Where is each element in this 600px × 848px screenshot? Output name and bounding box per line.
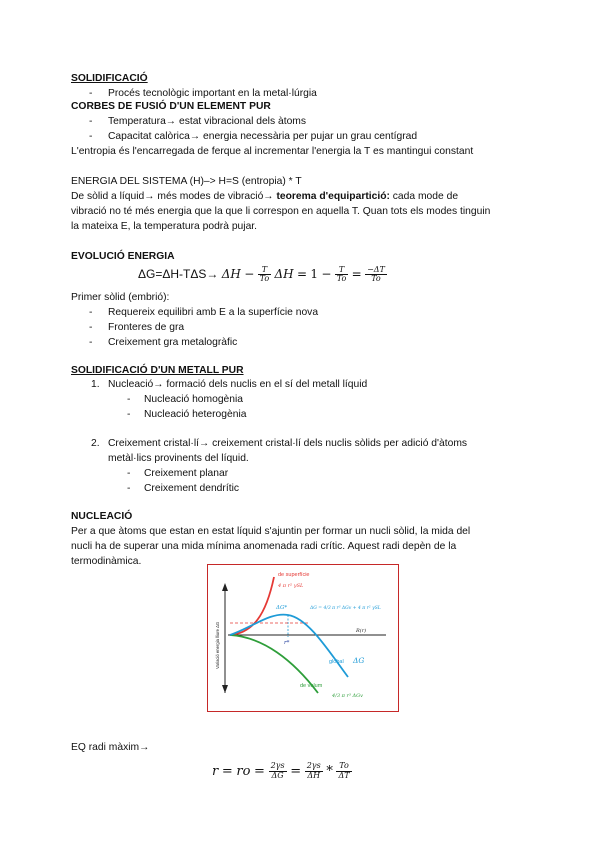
bullet-dash: - xyxy=(89,131,93,142)
bullet-dash: - xyxy=(127,468,131,479)
y-axis-arrow-up xyxy=(222,583,228,591)
energy-equation xyxy=(138,262,387,286)
eq-operator: − xyxy=(244,267,255,281)
section-title-evolucio: EVOLUCIÓ ENERGIA xyxy=(71,251,175,262)
eq-symbol: ΔH xyxy=(274,267,294,281)
sub-bullet-item: Creixement planar xyxy=(144,468,229,479)
paragraph-line: termodinàmica. xyxy=(71,556,142,567)
eq-operator: = xyxy=(296,267,308,281)
bullet-item: Fronteres de gra xyxy=(108,322,185,333)
bullet-dash: - xyxy=(89,322,93,333)
eq-operator: = xyxy=(290,764,302,779)
global-symbol: ΔG xyxy=(353,656,365,665)
bullet-dash: - xyxy=(127,394,131,405)
paragraph-line xyxy=(71,191,458,203)
sub-bullet-item: Nucleació homogènia xyxy=(144,394,244,405)
fraction-denominator: To xyxy=(259,274,270,284)
section-title-metall-pur: SOLIDIFICACIÓ D'UN METALL PUR xyxy=(71,365,244,376)
paragraph-line: vibració no té més energia que la que li correspon en aquella T. Quan tots els modes tinguin xyxy=(71,206,491,217)
numbered-item: Creixement cristal·lí→ creixement cristal·lí dels nuclis sòlids per adició d'àtoms xyxy=(108,438,468,449)
fraction-numerator: 2γs xyxy=(306,761,321,771)
fraction-numerator: 2γs xyxy=(270,761,285,771)
text-run: De sòlid a líquid→ més modes de vibració→ xyxy=(71,191,277,202)
bullet-dash: - xyxy=(89,307,93,318)
text-run-bold: teorema d'equipartició: xyxy=(276,191,390,202)
surface-energy-curve xyxy=(230,577,274,635)
fraction xyxy=(269,762,287,781)
bullet-item: Capacitat calòrica→ energia necessària per pujar un grau centígrad xyxy=(108,131,418,142)
critical-radius-equation xyxy=(212,756,352,787)
fraction-denominator: ΔT xyxy=(338,771,350,781)
section-title-solidificacio: SOLIDIFICACIÓ xyxy=(71,73,148,84)
bullet-dash: - xyxy=(89,88,93,99)
y-axis-label: Variació energia lliure ΔG xyxy=(215,621,220,669)
section-title-nucleacio: NUCLEACIÓ xyxy=(71,511,133,522)
energy-system-line: ENERGIA DEL SISTEMA (H)–> H=S (entropia) * T xyxy=(71,176,302,187)
fraction-denominator: To xyxy=(336,274,347,284)
fraction xyxy=(365,266,387,285)
volume-formula: 4/3 π r³ ΔGv xyxy=(332,693,363,699)
global-formula: ΔG = 4/3 π r³ ΔGv + 4 π r² γSL xyxy=(310,606,381,611)
nucleation-energy-figure xyxy=(207,564,399,712)
bullet-item: Procés tecnològic important en la metal·lúrgia xyxy=(108,88,317,99)
sub-bullet-item: Nucleació heterogènia xyxy=(144,409,247,420)
paragraph-line: Per a que àtoms que estan en estat líquid s'ajuntin per formar un nucli sòlid, la mida del xyxy=(71,526,471,537)
fraction xyxy=(305,762,323,781)
bullet-item: Creixement gra metalogràfic xyxy=(108,337,238,348)
eq-lead: ΔG=ΔH-TΔS→ xyxy=(138,267,219,281)
eq-symbol: ro xyxy=(236,764,251,779)
r-axis-label: R(r) xyxy=(356,628,367,634)
surface-label: de superfície xyxy=(278,572,310,578)
section-title-corbes: CORBES DE FUSIÓ D'UN ELEMENT PUR xyxy=(71,101,271,112)
volume-label: de volum xyxy=(300,683,323,689)
fraction-denominator: ΔH xyxy=(307,771,321,781)
paragraph-line: nucli ha de superar una mida mínima anomenada radi crític. Aquest radi depèn de la xyxy=(71,541,457,552)
fraction-denominator: ΔG xyxy=(271,771,284,781)
surface-formula: 4 π r² γSL xyxy=(278,583,304,589)
fraction-numerator: T xyxy=(335,266,349,276)
fraction xyxy=(258,266,272,285)
numbered-item-cont: metàl·lics provinents del líquid. xyxy=(108,453,249,464)
max-radius-label: EQ radi màxim→ xyxy=(71,742,150,753)
eq-operator: = xyxy=(254,764,265,779)
bullet-item: Requereix equilibri amb E a la superfície nova xyxy=(108,307,319,318)
eq-symbol: 1 xyxy=(310,267,319,281)
fraction xyxy=(336,762,351,781)
global-label: global xyxy=(329,659,344,665)
fraction-numerator: T xyxy=(258,266,272,276)
bullet-dash: - xyxy=(89,116,93,127)
embryo-intro: Primer sòlid (embrió): xyxy=(71,292,170,303)
list-number: 1. xyxy=(91,379,100,390)
eq-operator: = xyxy=(351,267,362,281)
fraction-numerator: −ΔT xyxy=(367,264,385,274)
entropy-note: L'entropia és l'encarregada de ferque al incrementar l'energia la T es mantingui constant xyxy=(71,146,474,157)
fraction-numerator: To xyxy=(336,762,351,772)
y-axis-arrow-down xyxy=(222,685,228,693)
bullet-dash: - xyxy=(127,483,131,494)
list-number: 2. xyxy=(91,438,100,449)
bullet-dash: - xyxy=(127,409,131,420)
eq-symbol: r xyxy=(212,764,219,779)
numbered-item: Nucleació→ formació dels nuclis en el sí del metall líquid xyxy=(108,379,368,390)
fraction xyxy=(335,266,349,285)
eq-operator: − xyxy=(321,267,332,281)
fraction-denominator: To xyxy=(371,274,381,284)
dg-star-label: ΔG* xyxy=(276,605,288,611)
bullet-dash: - xyxy=(89,337,93,348)
nucleation-energy-svg xyxy=(208,565,398,711)
bullet-item: Temperatura→ estat vibracional dels àtoms xyxy=(108,116,307,127)
paragraph-line: la mateixa E, la temperatura podrà pujar. xyxy=(71,221,258,232)
eq-operator: = xyxy=(221,764,233,779)
text-run: cada mode de xyxy=(389,191,459,202)
eq-operator: * xyxy=(326,764,333,779)
r-star-label: r* xyxy=(284,640,290,646)
sub-bullet-item: Creixement dendrític xyxy=(144,483,239,494)
eq-symbol: ΔH xyxy=(221,267,241,281)
